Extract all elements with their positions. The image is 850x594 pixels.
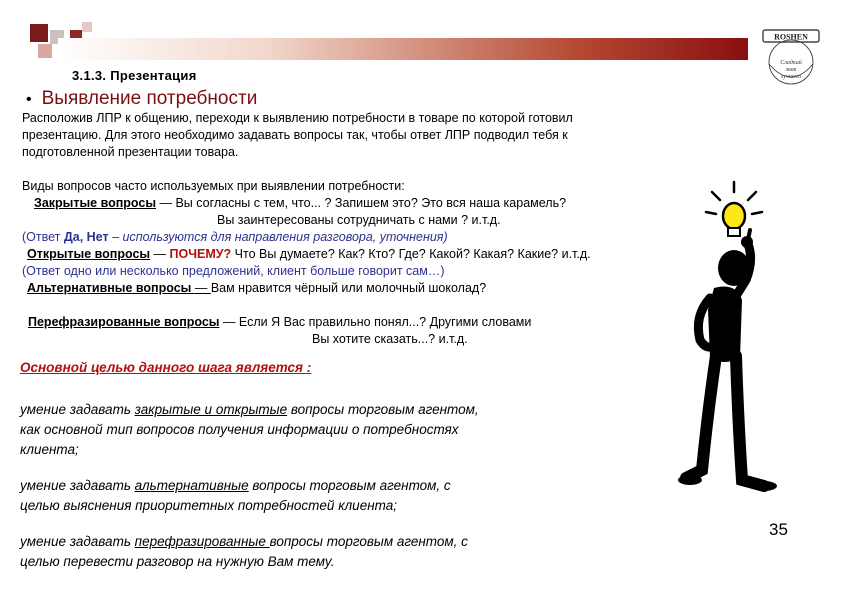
goal-title-text: Основной целью данного шага является : xyxy=(20,360,312,375)
goal-item-line: как основной тип вопросов получения информации о потребностях xyxy=(20,422,459,437)
dash: — xyxy=(150,247,170,261)
header-bar xyxy=(58,38,748,60)
open-questions-examples: Что Вы думаете? Как? Кто? Где? Какой? Какая? Какие? и.т.д. xyxy=(231,247,591,261)
goal-item-line: целью выяснения приоритетных потребностей клиента; xyxy=(20,498,397,513)
closed-questions-label: Закрытые вопросы xyxy=(34,196,157,210)
closed-questions-note xyxy=(22,229,448,246)
note-bold: Да, Нет xyxy=(63,230,109,244)
heading-text: Выявление потребности xyxy=(41,88,258,109)
open-questions-note: (Ответ одно или несколько предложений, клиент больше говорит сам…) xyxy=(22,264,445,278)
why-label: ПОЧЕМУ? xyxy=(169,247,232,261)
page-number: 35 xyxy=(769,520,788,539)
goal-underlined: альтернативные xyxy=(134,478,249,493)
svg-text:Сладкий: Сладкий xyxy=(780,60,802,66)
logo-text: ROSHEN xyxy=(774,32,808,42)
deco-square xyxy=(82,22,92,32)
intro-line: презентацию. Для этого необходимо задавать вопросы так, чтобы ответ ЛПР подводил тебя к xyxy=(22,128,568,142)
bullet: • xyxy=(26,91,32,108)
page-title xyxy=(26,88,257,110)
thinking-man-figure xyxy=(676,180,786,520)
para-questions-line xyxy=(28,314,531,331)
roshen-logo xyxy=(757,24,825,90)
alt-questions-label: Альтернативные вопросы xyxy=(27,281,195,295)
para-questions-label: Перефразированные вопросы xyxy=(28,315,220,329)
open-questions-line xyxy=(27,246,591,263)
closed-questions-line xyxy=(34,195,566,212)
light-bulb-icon xyxy=(723,203,745,236)
intro-line: подготовленной презентации товара. xyxy=(22,145,239,159)
closed-questions-examples: — Вы согласны с тем, что... ? Запишем это? Это вся наша карамель? xyxy=(156,196,567,210)
dash: — xyxy=(194,281,211,295)
para-questions-example-2: Вы хотите сказать...? и.т.д. xyxy=(312,332,468,346)
deco-square xyxy=(30,24,48,42)
svg-text:лучшего: лучшего xyxy=(780,74,802,80)
svg-text:знак: знак xyxy=(785,67,797,73)
goal-item xyxy=(20,400,479,420)
goal-underlined: закрытые и открытые xyxy=(134,402,288,417)
note-rest: – используются для направления разговора, уточнения) xyxy=(108,230,448,244)
note-open: (Ответ xyxy=(22,230,64,244)
goal-text: вопросы торговым агентом, xyxy=(287,402,479,417)
goal-text: умение задавать xyxy=(20,478,135,493)
open-questions-label: Открытые вопросы xyxy=(27,247,151,261)
deco-square xyxy=(38,44,52,58)
goal-item-line: целью перевести разговор на нужную Вам тему. xyxy=(20,554,335,569)
question-types-label: Виды вопросов часто используемых при выявлении потребности: xyxy=(22,179,405,193)
goal-text: умение задавать xyxy=(20,534,135,549)
alt-questions-line xyxy=(27,280,486,297)
goal-underlined: перефразированные xyxy=(134,534,270,549)
goal-title xyxy=(20,358,311,378)
goal-item xyxy=(20,532,468,552)
intro-line: Расположив ЛПР к общению, переходи к выявлению потребности в товаре по которой готовил xyxy=(22,111,573,125)
section-title: 3.1.3. Презентация xyxy=(72,68,197,83)
closed-questions-examples-2: Вы заинтересованы сотрудничать с нами ? и.т.д. xyxy=(217,213,501,227)
goal-text: вопросы торговым агентом, с xyxy=(248,478,451,493)
goal-item-line: клиента; xyxy=(20,442,79,457)
para-questions-example: — Если Я Вас правильно понял...? Другими словами xyxy=(219,315,532,329)
goal-text: умение задавать xyxy=(20,402,135,417)
alt-questions-example: Вам нравится чёрный или молочный шоколад? xyxy=(210,281,487,295)
goal-text: вопросы торговым агентом, с xyxy=(269,534,468,549)
goal-item xyxy=(20,476,451,496)
